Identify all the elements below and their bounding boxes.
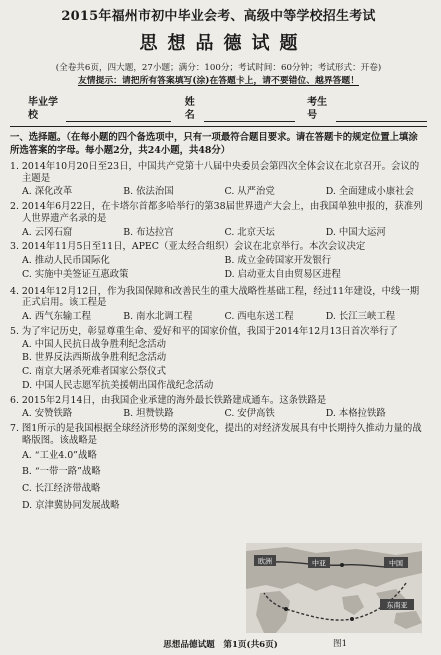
options-grid	[10, 255, 427, 283]
option-d[interactable]: D. 全面建成小康社会	[325, 186, 414, 198]
option-a[interactable]: A. 深化改革	[22, 186, 73, 198]
option-c[interactable]: C. 南京大屠杀死难者国家公祭仪式	[22, 366, 167, 378]
question-5	[10, 326, 427, 392]
exam-title: 2015年福州市初中毕业会考、高级中等学校招生考试	[61, 9, 376, 24]
options-row	[10, 408, 427, 420]
question-6	[10, 395, 427, 421]
question-7	[10, 423, 427, 512]
name-blank[interactable]	[204, 110, 295, 122]
question-stem: 7. 图1所示的是我国根据全球经济形势的深刻变化，提出的对经济发展具有中长期持久推动力量的战略版图。该战略是	[10, 423, 422, 446]
option-a[interactable]: A. 推动人民币国际化	[22, 255, 110, 267]
option-d[interactable]: D. 启动亚太自由贸易区进程	[224, 268, 341, 280]
belt-and-road-map	[246, 543, 422, 633]
option-a[interactable]: A. 安赞铁路	[22, 408, 73, 420]
page-footer: 思想品德试题 第1页(共6页)	[163, 640, 278, 650]
option-d[interactable]: D. 长江三峡工程	[325, 311, 396, 323]
option-a[interactable]: A. 西气东输工程	[22, 311, 91, 323]
option-b[interactable]: B. 南水北调工程	[123, 311, 193, 323]
figure-caption: 图1	[333, 639, 348, 649]
options-row	[10, 186, 427, 198]
option-b[interactable]: B. 依法治国	[123, 186, 174, 198]
option-d[interactable]: D. 本格拉铁路	[325, 408, 386, 420]
option-b[interactable]: B. 坦赞铁路	[123, 408, 174, 420]
name-field	[185, 97, 295, 122]
map-label-europe: 欧洲	[258, 557, 272, 566]
name-label: 姓名	[184, 97, 195, 121]
route-node	[284, 607, 288, 611]
map-label-southeast-asia: 东南亚	[386, 601, 408, 610]
subject-title: 思想品德试题	[139, 33, 308, 55]
option-b[interactable]: B. 布达拉宫	[123, 226, 174, 238]
school-blank[interactable]	[66, 110, 171, 122]
header-divider	[10, 126, 427, 127]
question-4	[10, 286, 427, 323]
options-row	[10, 227, 427, 239]
option-c[interactable]: C. 长江经济带战略	[22, 483, 101, 495]
exam-number-label: 考生号	[307, 97, 328, 121]
route-node	[350, 617, 354, 621]
question-stem: 6. 2015年2月14日，由我国企业承建的海外最长铁路建成通车。这条铁路是	[10, 394, 327, 406]
friendly-tip: 友情提示：请把所有答案填写(涂)在答题卡上，请不要错位、越界答题！	[77, 76, 360, 87]
options-row	[10, 311, 427, 323]
school-label: 毕业学校	[28, 97, 58, 121]
options-list	[10, 339, 427, 392]
route-node	[340, 563, 344, 567]
section-heading: 一、选择题。（在每小题的四个备选项中，只有一项最符合题目要求。请在答题卡的规定位置上填涂所选答案的字母。每小题2分，共24小题，共48分）	[10, 132, 418, 157]
option-c[interactable]: C. 西电东送工程	[224, 311, 294, 323]
options-list	[10, 450, 240, 512]
option-b[interactable]: B. “一带一路”战略	[22, 466, 101, 478]
option-b[interactable]: B. 世界反法西斯战争胜利纪念活动	[22, 352, 167, 364]
question-stem: 2. 2014年6月22日，在卡塔尔首都多哈举行的第38届世界遗产大会上，由我国单独申报的，获准列人世界遗产名录的是	[10, 201, 423, 224]
option-b[interactable]: B. 成立金砖国家开发银行	[224, 255, 332, 267]
question-stem: 5. 为了牢记历史，彰显尊重生命、爱好和平的国家价值，我国于2014年12月13日首次举行了	[10, 325, 398, 337]
option-d[interactable]: D. 中国人民志愿军抗美援朝出国作战纪念活动	[22, 379, 214, 391]
exam-number-field	[307, 97, 427, 122]
option-c[interactable]: C. 安伊高铁	[224, 408, 275, 420]
question-1	[10, 161, 427, 198]
question-3	[10, 241, 427, 282]
option-d[interactable]: D. 中国大运河	[325, 226, 386, 238]
school-field	[28, 97, 171, 122]
exam-number-blank[interactable]	[336, 110, 427, 122]
question-stem: 3. 2014年11月5日至11日，APEC（亚太经合组织）会议在北京举行。本次会议决定	[10, 241, 366, 253]
option-a[interactable]: A. “工业4.0”战略	[22, 449, 97, 461]
map-label-china: 中国	[389, 559, 403, 568]
option-c[interactable]: C. 北京天坛	[224, 226, 275, 238]
option-a[interactable]: A. 中国人民抗日战争胜利纪念活动	[22, 338, 166, 350]
map-label-central-asia: 中亚	[312, 559, 326, 568]
question-2	[10, 201, 427, 238]
candidate-fields	[10, 97, 427, 122]
question-stem: 1. 2014年10月20日至23日，中国共产党第十八届中央委员会第四次全体会议在北京召开。会议的主题是	[10, 160, 420, 184]
option-c[interactable]: C. 从严治党	[224, 186, 275, 198]
option-c[interactable]: C. 实施中美签证互惠政策	[22, 268, 129, 280]
question-stem: 4. 2014年12月12日，作为我国保障和改善民生的重大战略性基础工程，经过11年建设，中线一期正式启用。该工程是	[10, 285, 420, 309]
option-d[interactable]: D. 京津冀协同发展战略	[22, 499, 120, 511]
exam-info-line: (全卷共6页，四大题，27小题；满分：100分；考试时间：60分钟；考试形式：开卷)	[55, 62, 382, 73]
option-a[interactable]: A. 云冈石窟	[22, 226, 73, 238]
